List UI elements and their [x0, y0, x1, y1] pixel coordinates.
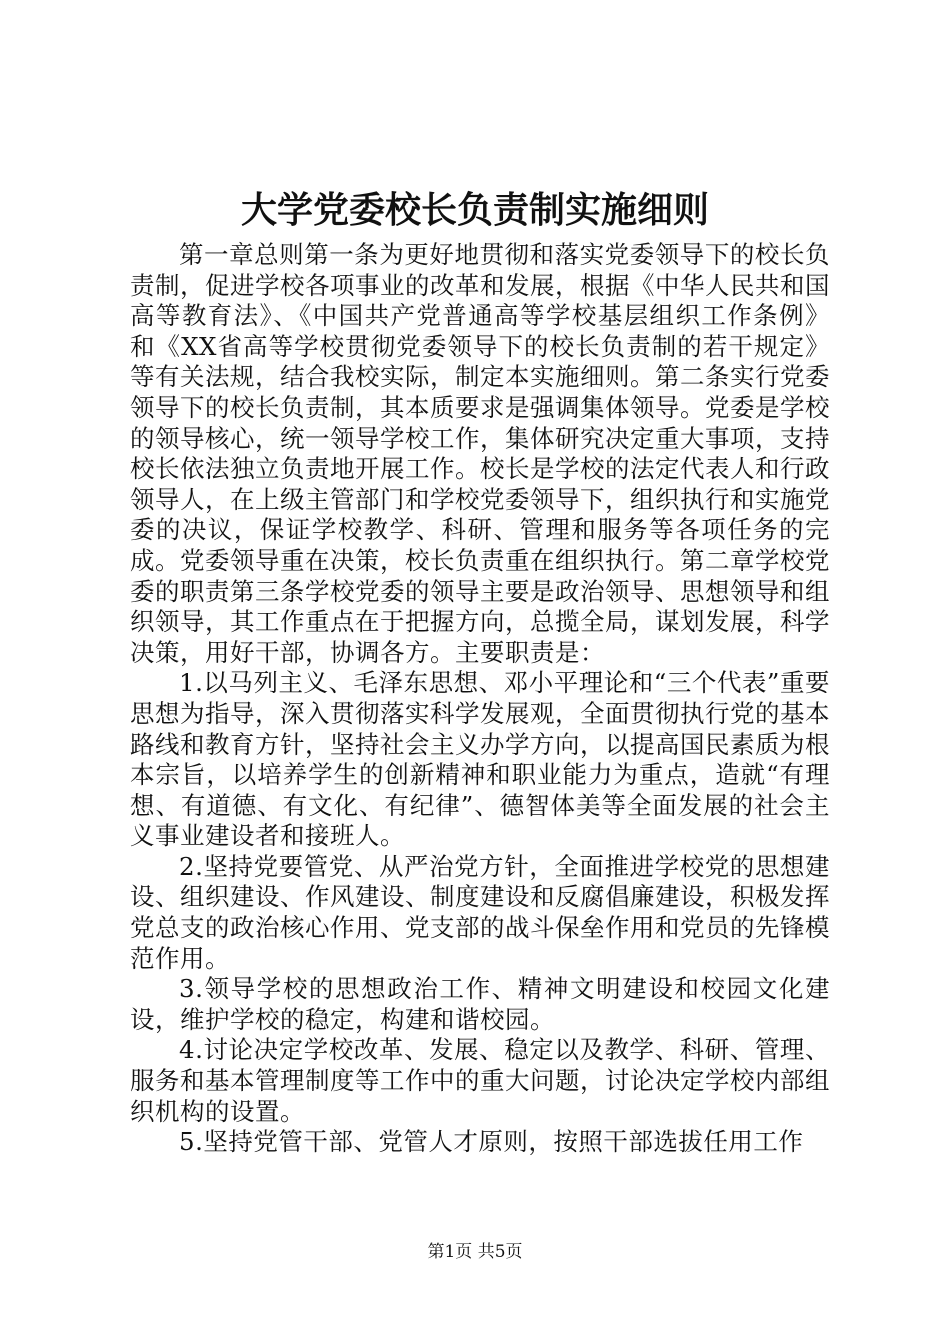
paragraph-item-5: 5.坚持党管干部、党管人才原则，按照干部选拔任用工作: [179, 1127, 804, 1157]
paragraph-general-provisions: 第一章总则第一条为更好地贯彻和落实党委领导下的校长负责制，促进学校各项事业的改革和发展，根据《中华人民共和国高等教育法》、《中国共产党普通高等学校基层组织工作条例》和《XX省高等学校贯彻党委领导下的校长负责制的若干规定》等有关法规，结合我校实际，制定本实施细则。第二条实行党委领导下的校长负责制，其本质要求是强调集体领导。党委是学校的领导核心，统一领导学校工作，集体研究决定重大事项，支持校长依法独立负责地开展工作。校长是学校的法定代表人和行政领导人，在上级主管部门和学校党委领导下，组织执行和实施党委的决议，保证学校教学、科研、管理和服务等各项任务的完成。党委领导重在决策，校长负责重在组织执行。第二章学校党委的职责第三条学校党委的领导主要是政治领导、思想领导和组织领导，其工作重点在于把握方向，总揽全局，谋划发展，科学决策，用好干部，协调各方。主要职责是：: [130, 240, 830, 667]
paragraph-item-2: 2.坚持党要管党、从严治党方针，全面推进学校党的思想建设、组织建设、作风建设、制度建设和反腐倡廉建设，积极发挥党总支的政治核心作用、党支部的战斗保垒作用和党员的先锋模范作用。: [130, 851, 830, 973]
paragraph-item-3: 3.领导学校的思想政治工作、精神文明建设和校园文化建设，维护学校的稳定，构建和谐校园。: [130, 974, 830, 1034]
document-body: [130, 240, 830, 1158]
document-title: 大学党委校长负责制实施细则: [240, 189, 709, 231]
page-number-footer: 第1页 共5页: [427, 1242, 523, 1262]
paragraph-item-1: 1.以马列主义、毛泽东思想、邓小平理论和“三个代表”重要思想为指导，深入贯彻落实科学发展观，全面贯彻执行党的基本路线和教育方针，坚持社会主义办学方向，以提高国民素质为根本宗旨，以培养学生的创新精神和职业能力为重点，造就“有理想、有道德、有文化、有纪律”、德智体美等全面发展的社会主义事业建设者和接班人。: [130, 668, 830, 851]
paragraph-item-4: 4.讨论决定学校改革、发展、稳定以及教学、科研、管理、服务和基本管理制度等工作中的重大问题，讨论决定学校内部组织机构的设置。: [130, 1035, 830, 1126]
